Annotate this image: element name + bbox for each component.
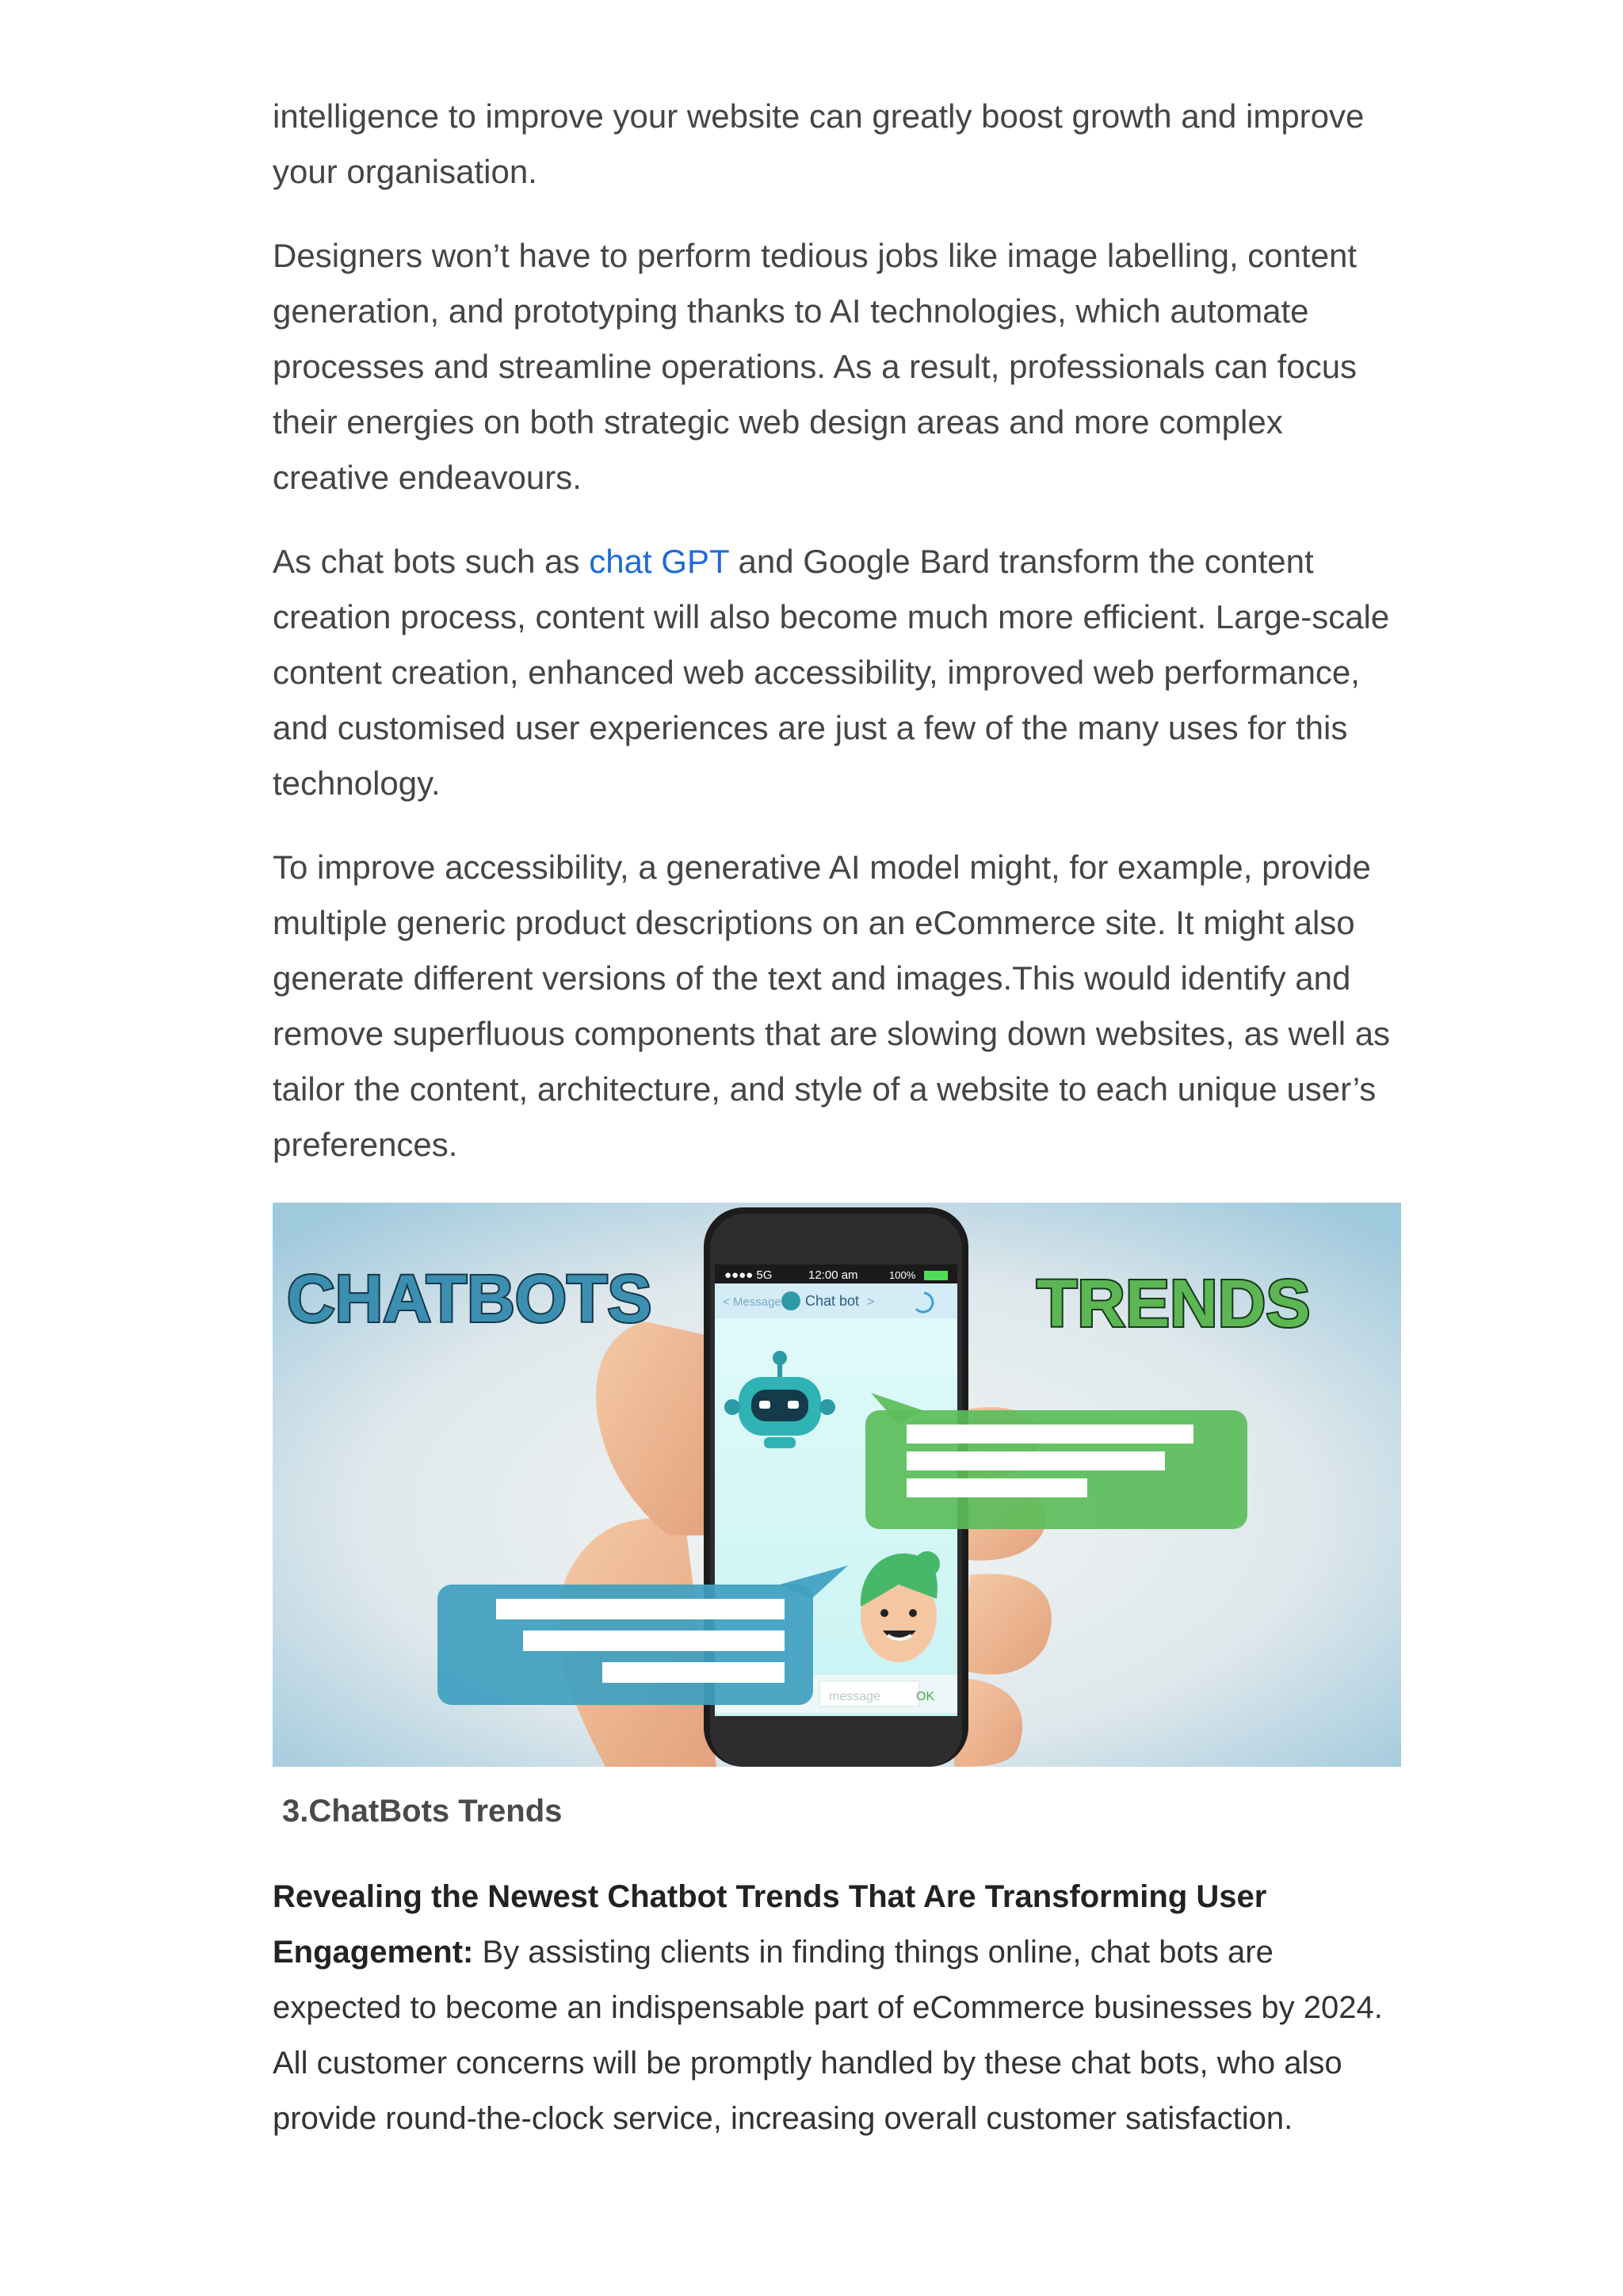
paragraph-chatbot-trends: [273, 1869, 1401, 2146]
chatbot-nav-icon: [781, 1291, 800, 1310]
article-content: [273, 89, 1401, 2146]
paragraph-chat-bots-start: As chat bots such as: [273, 543, 590, 580]
paragraph-chat-bots: [273, 534, 1401, 811]
hero-illustration: [273, 1203, 1401, 1767]
status-battery: 100%: [889, 1269, 916, 1281]
paragraph-designers: Designers won’t have to perform tedious jobs like image labelling, content generation, and prototyping thanks to AI technologies, which automate processes and streamline operations. As a result, professionals can focus their energies on both strategic web design areas and more complex creative endeavours.: [273, 237, 1358, 496]
trends-body-text: By assisting clients in finding things online, chat bots are expected to become an indispensable part of eCommerce businesses by 2024. All customer concerns will be promptly handled by these chat bots, who also provide round-the-clock service, increasing overall customer satisfaction.: [273, 1935, 1383, 2136]
nav-title: Chat bot: [805, 1293, 860, 1309]
nav-arrow: >: [867, 1295, 875, 1309]
trends-headline: TRENDS: [1037, 1266, 1311, 1341]
nav-back-link: < Message: [723, 1295, 781, 1309]
chatbots-headline: CHATBOTS: [287, 1261, 652, 1336]
status-signal: ●●●● 5G: [724, 1268, 773, 1282]
message-input-placeholder: message: [829, 1690, 880, 1703]
trends-lead-text: Revealing the Newest Chatbot Trends That Are Transforming User Engagement:: [273, 1879, 1267, 1970]
paragraph-accessibility: To improve accessibility, a generative AI model might, for example, provide multiple generic product descriptions on an eCommerce site. It might also generate different versions of the text and images.This would identify and remove superfluous components that are slowing down websites, as well as tailor the content, architecture, and style of a website to each unique user’s preferences.: [273, 849, 1391, 1163]
battery-icon: [924, 1271, 948, 1280]
ok-button: OK: [916, 1690, 935, 1703]
section-heading-chatbots-trends: 3.ChatBots Trends: [282, 1794, 563, 1829]
green-speech-bubble: [865, 1393, 1247, 1529]
paragraph-intelligence: intelligence to improve your website can greatly boost growth and improve your organisation.: [273, 97, 1365, 190]
blue-speech-bubble: [437, 1566, 848, 1705]
chatbots-trends-image: [273, 1203, 1401, 1767]
chat-gpt-link[interactable]: chat GPT: [589, 543, 729, 580]
status-time: 12:00 am: [808, 1268, 858, 1282]
paragraph-chat-bots-end: and Google Bard transform the content creation process, content will also become much more efficient. Large-scale content creation, enhanced web accessibility, improved web performance, and customised user experiences are just a few of the many uses for this technology.: [273, 543, 1390, 802]
